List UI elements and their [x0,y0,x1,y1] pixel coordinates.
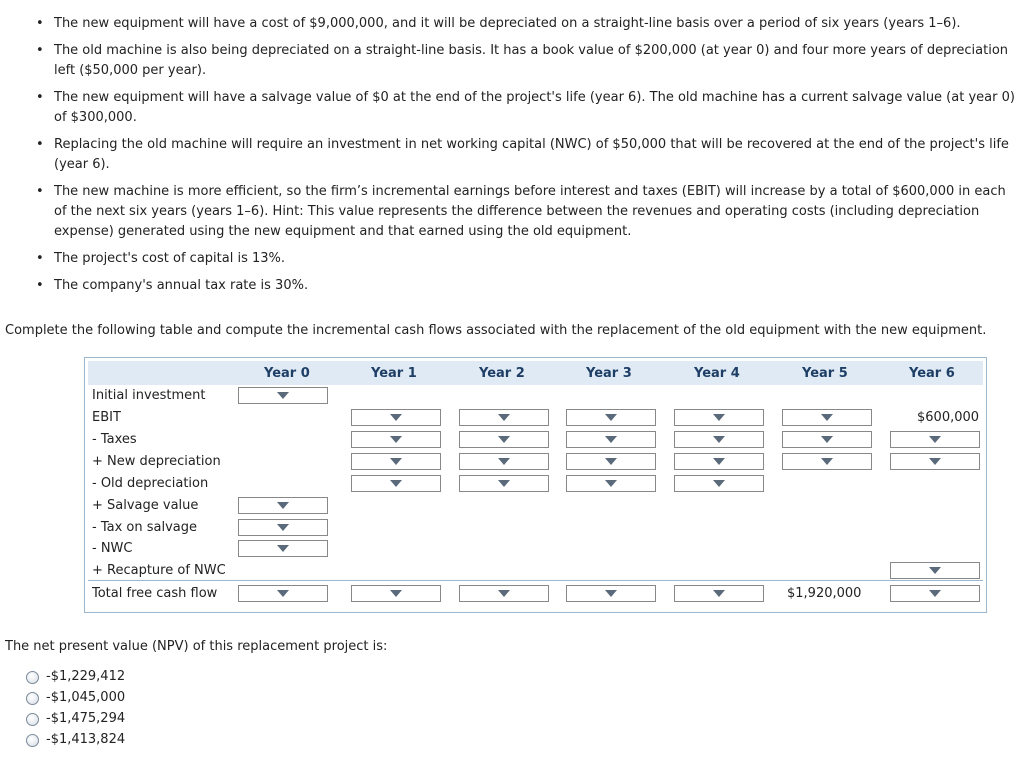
total-fcf-year5-value: $1,920,000 [787,586,862,601]
bullet-item: • The new equipment will have a cost of $9,000,000, and it will be depreciated on a straight-line basis over a period of six years (years 1–6). [36,16,961,31]
dropdown-new-depreciation-year5[interactable] [782,453,872,470]
chevron-down-icon [605,436,617,443]
dropdown-old-depreciation-year4[interactable] [674,475,764,492]
dropdown-new-depreciation-year6[interactable] [890,453,980,470]
chevron-down-icon [277,392,289,399]
dropdown-taxes-year2[interactable] [459,431,549,448]
dropdown-taxes-year4[interactable] [674,431,764,448]
chevron-down-icon [605,480,617,487]
chevron-down-icon [277,524,289,531]
row-label-new-depreciation: + New depreciation [92,454,221,469]
dropdown-ebit-year1[interactable] [351,409,441,426]
chevron-down-icon [390,480,402,487]
radio-button-icon[interactable] [26,671,39,684]
chevron-down-icon [605,414,617,421]
dropdown-new-depreciation-year3[interactable] [566,453,656,470]
dropdown-ebit-year3[interactable] [566,409,656,426]
dropdown-initial-investment-year0[interactable] [238,387,328,404]
year-0-header: Year 0 [264,366,310,381]
chevron-down-icon [929,590,941,597]
bullet-item: • The project's cost of capital is 13%. [36,251,286,266]
chevron-down-icon [498,480,510,487]
table-header [88,361,983,385]
dropdown-tax-on-salvage-year0[interactable] [238,519,328,536]
bullet-item: • The new machine is more efficient, so the firm’s incremental earnings before interest and taxes (EBIT) will increase by a total of $600,000 in each of the next six years (years 1–6). Hint: This value represents the difference between the revenues and operating costs (including depreciation expense) generated using the new equipment and that earned using the old equipment. [36,184,1006,239]
chevron-down-icon [390,436,402,443]
row-label-total-free-cash-flow: Total free cash flow [92,586,218,601]
dropdown-ebit-year5[interactable] [782,409,872,426]
chevron-down-icon [277,545,289,552]
dropdown-taxes-year6[interactable] [890,431,980,448]
year-5-header: Year 5 [802,366,848,381]
dropdown-nwc-year0[interactable] [238,540,328,557]
row-label-salvage-value: + Salvage value [92,498,199,513]
dropdown-total-fcf-year6[interactable] [890,585,980,602]
year-1-header: Year 1 [371,366,417,381]
year-3-header: Year 3 [586,366,632,381]
year-4-header: Year 4 [694,366,740,381]
instruction-text: Complete the following table and compute the incremental cash flows associated with the replacement of the old equipment with the new equipment. [5,323,987,338]
chevron-down-icon [929,458,941,465]
ebit-year6-value: $600,000 [917,410,980,425]
chevron-down-icon [713,436,725,443]
chevron-down-icon [498,458,510,465]
chevron-down-icon [821,458,833,465]
bullet-item: • The new equipment will have a salvage value of $0 at the end of the project's life (year 6). The old machine has a current salvage value (at year 0) of $300,000. [36,90,1015,125]
chevron-down-icon [390,414,402,421]
chevron-down-icon [713,480,725,487]
chevron-down-icon [713,458,725,465]
cash-flow-table [84,357,987,613]
row-label-tax-on-salvage: - Tax on salvage [92,520,197,535]
dropdown-total-fcf-year1[interactable] [351,585,441,602]
row-label-recapture-nwc: + Recapture of NWC [92,563,226,578]
chevron-down-icon [605,590,617,597]
chevron-down-icon [277,590,289,597]
chevron-down-icon [713,590,725,597]
chevron-down-icon [390,458,402,465]
row-label-old-depreciation: - Old depreciation [92,476,209,491]
chevron-down-icon [390,590,402,597]
bullet-item: • Replacing the old machine will require an investment in net working capital (NWC) of $50,000 that will be recovered at the end of the project's life (year 6). [36,137,1009,172]
chevron-down-icon [498,436,510,443]
total-row-divider [88,580,983,581]
chevron-down-icon [929,436,941,443]
dropdown-taxes-year3[interactable] [566,431,656,448]
dropdown-ebit-year4[interactable] [674,409,764,426]
assumptions-list [36,14,1016,303]
dropdown-total-fcf-year3[interactable] [566,585,656,602]
chevron-down-icon [605,458,617,465]
radio-button-icon[interactable] [26,692,39,705]
row-label-taxes: - Taxes [92,432,137,447]
dropdown-taxes-year5[interactable] [782,431,872,448]
chevron-down-icon [713,414,725,421]
chevron-down-icon [498,414,510,421]
dropdown-old-depreciation-year1[interactable] [351,475,441,492]
dropdown-total-fcf-year0[interactable] [238,585,328,602]
dropdown-old-depreciation-year3[interactable] [566,475,656,492]
year-2-header: Year 2 [479,366,525,381]
dropdown-taxes-year1[interactable] [351,431,441,448]
chevron-down-icon [929,567,941,574]
bullet-item: • The old machine is also being depreciated on a straight-line basis. It has a book value of $200,000 (at year 0) and four more years of depreciation left ($50,000 per year). [36,43,1009,78]
dropdown-total-fcf-year4[interactable] [674,585,764,602]
dropdown-new-depreciation-year2[interactable] [459,453,549,470]
row-label-initial-investment: Initial investment [92,388,206,403]
row-label-ebit: EBIT [92,410,121,425]
chevron-down-icon [277,502,289,509]
dropdown-total-fcf-year2[interactable] [459,585,549,602]
dropdown-salvage-value-year0[interactable] [238,497,328,514]
year-6-header: Year 6 [909,366,955,381]
chevron-down-icon [821,414,833,421]
dropdown-old-depreciation-year2[interactable] [459,475,549,492]
dropdown-new-depreciation-year4[interactable] [674,453,764,470]
dropdown-new-depreciation-year1[interactable] [351,453,441,470]
dropdown-ebit-year2[interactable] [459,409,549,426]
bullet-item: • The company's annual tax rate is 30%. [36,278,309,293]
chevron-down-icon [821,436,833,443]
row-label-nwc: - NWC [92,541,133,556]
radio-button-icon[interactable] [26,734,39,747]
chevron-down-icon [498,590,510,597]
dropdown-recapture-nwc-year6[interactable] [890,562,980,579]
npv-question: The net present value (NPV) of this replacement project is: [5,639,388,654]
radio-button-icon[interactable] [26,713,39,726]
